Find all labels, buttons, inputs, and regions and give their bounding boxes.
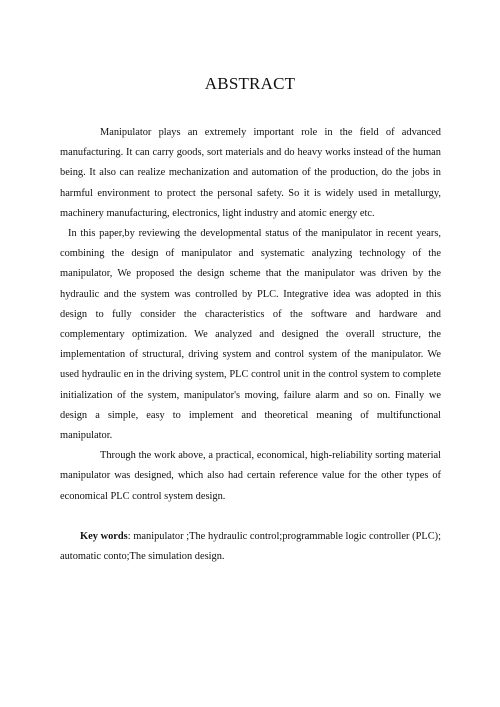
abstract-paragraph-3: Through the work above, a practical, economical, high-reliability sorting material manipulator was designed, which also had certain reference value for the other types of economical PLC control system design. [60,450,441,502]
page-title: ABSTRACT [204,74,296,93]
keywords-text: : manipulator ;The hydraulic control;programmable logic controller (PLC); automatic conto;The simulation design. [60,530,441,563]
abstract-body [60,123,441,567]
abstract-paragraph-2: In this paper,by reviewing the developmental status of the manipulator in recent years, combining the design of manipulator and systematic analyzing technology of the manipulator, We proposed the design scheme that the manipulator was driven by the hydraulic and the system was controlled by PLC. Integrative idea was adopted in this design to fully consider the characteristics of the software and hardware and complementary optimization. We analyzed and designed the overall structure, the implementation of structural, driving system and control system of the manipulator. We used hydraulic en in the driving system, PLC control unit in the control system to complete initialization of the system, manipulator's moving, failure alarm and so on. Finally we design a simple, easy to implement and theoretical meaning of multifunctional manipulator. [60,228,441,442]
keywords-label: Key words [80,530,128,542]
keywords-line [60,527,441,567]
abstract-paragraph-1: Manipulator plays an extremely important role in the field of advanced manufacturing. It can carry goods, sort materials and do heavy works instead of the human being. It also can realize mechanization and automation of the production, do the jobs in harmful environment to protect the personal safety. So it is widely used in metallurgy, machinery manufacturing, electronics, light industry and atomic energy etc. [60,127,441,219]
